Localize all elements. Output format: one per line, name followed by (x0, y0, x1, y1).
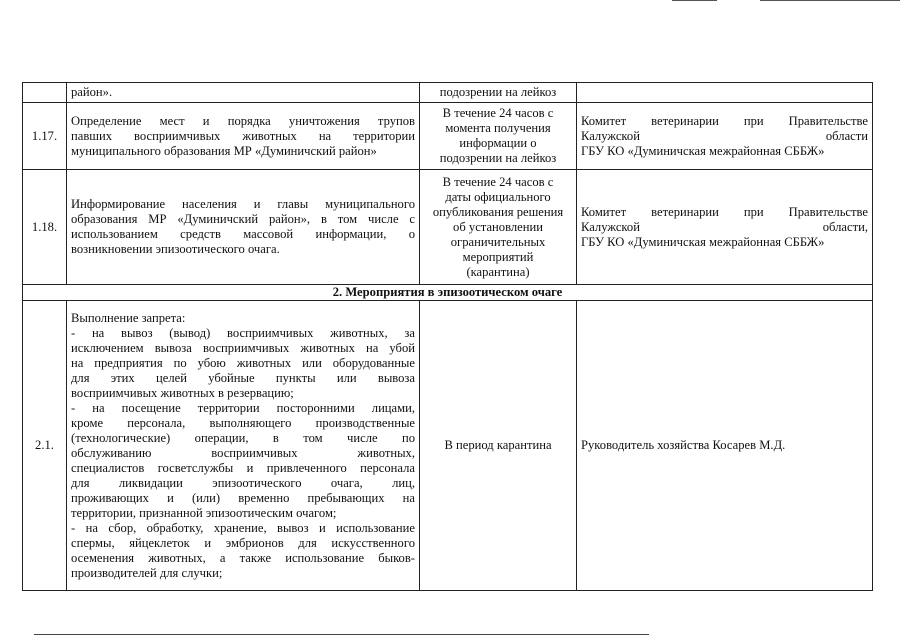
text-line: кроме персонала, выполняющего производственные (71, 415, 415, 430)
text-line: павших восприимчивых животных на территории (71, 128, 415, 143)
responsible-cell: Руководитель хозяйства Косарев М.Д. (577, 301, 873, 591)
text-line: спермы, яйцеклеток и эмбрионов для искусственного (71, 535, 415, 550)
responsible-cell (577, 103, 873, 170)
responsible-cell (577, 83, 873, 103)
section-row (23, 285, 873, 301)
text-line: Калужской области, (581, 219, 868, 234)
text-line: исключением вывоза восприимчивых животных на убой (71, 340, 415, 355)
text-line: - на вывоз (вывод) восприимчивых животных, за (71, 325, 415, 340)
top-rule-left (672, 0, 717, 1)
text-line: (технологические) операции, в том числе по (71, 430, 415, 445)
text-line: Определение мест и порядка уничтожения трупов (71, 113, 415, 128)
row-number: 1.17. (23, 103, 67, 170)
text-line: осеменения животных, а также использование быков- (71, 550, 415, 565)
text-line: момента получения (445, 121, 551, 135)
text-line: специалистов госветслужбы и привлеченного персонала (71, 460, 415, 475)
table-row (23, 83, 873, 103)
text-line: использованием средств массовой информации, о (71, 227, 415, 241)
text-line: - на сбор, обработку, хранение, вывоз и использование (71, 520, 415, 535)
text-line: возникновении эпизоотического очага. (71, 242, 280, 256)
text-line: информации о (459, 136, 537, 150)
table-row (23, 103, 873, 170)
text-line: проживающих и (или) временно пребывающих на (71, 490, 415, 505)
text-line: - на посещение территории посторонними лицами, (71, 400, 415, 415)
text-line: Калужской области (581, 128, 868, 143)
text-line: В течение 24 часов с (442, 174, 554, 189)
measures-table-body (23, 83, 873, 591)
text-line: (карантина) (466, 264, 530, 279)
row-number: 2.1. (23, 301, 67, 591)
text-line: Выполнение запрета: (71, 310, 186, 325)
row-number: 1.18. (23, 170, 67, 285)
text-line: даты официального (445, 189, 551, 204)
footnote-rule (34, 634, 649, 635)
text-line: территории, признанной эпизоотическим очагом; (71, 505, 337, 520)
table-row (23, 301, 873, 591)
measures-table (22, 82, 873, 591)
action-cell (67, 83, 420, 103)
section-title: 2. Мероприятия в эпизоотическом очаге (23, 285, 873, 301)
action-cell (67, 170, 420, 285)
responsible-cell (577, 170, 873, 285)
text-line: опубликования решения (432, 204, 564, 219)
text-line: для этих целей убойные пункты или вывоза (71, 370, 415, 385)
term-cell: В период карантина (420, 301, 577, 591)
table-row (23, 170, 873, 285)
term-cell (420, 170, 577, 285)
text-line: образования МР «Думиничский район», в том числе с (71, 212, 415, 226)
term-cell (420, 103, 577, 170)
text-line: подозрении на лейкоз (439, 85, 557, 99)
text-line: на предприятия по убою животных или оборудованные (71, 355, 415, 370)
text-line: ограничительных (450, 234, 546, 249)
top-rule-right (760, 0, 900, 1)
text-line: мероприятий (462, 249, 534, 264)
text-line: ГБУ КО «Думиничская межрайонная СББЖ» (581, 234, 825, 249)
text-line: ГБУ КО «Думиничская межрайонная СББЖ» (581, 143, 825, 158)
text-line: район». (71, 85, 113, 99)
text-line: обслуживанию восприимчивых животных, (71, 445, 415, 460)
text-line: В течение 24 часов с (442, 106, 554, 120)
text-line: производителей для случки; (71, 565, 223, 580)
action-cell (67, 301, 420, 591)
text-line: Комитет ветеринарии при Правительстве (581, 113, 868, 128)
text-line: муниципального образования МР «Думиничский район» (71, 143, 377, 158)
text-line: об установлении (453, 219, 543, 234)
text-line: для ликвидации эпизоотического очага, лиц, (71, 475, 415, 490)
text-line: Комитет ветеринарии при Правительстве (581, 204, 868, 219)
text-line: восприимчивых животных в резервацию; (71, 385, 294, 400)
text-line: подозрении на лейкоз (439, 151, 557, 165)
action-cell (67, 103, 420, 170)
text-line: Информирование населения и главы муниципального (71, 197, 415, 211)
term-cell (420, 83, 577, 103)
row-number (23, 83, 67, 103)
